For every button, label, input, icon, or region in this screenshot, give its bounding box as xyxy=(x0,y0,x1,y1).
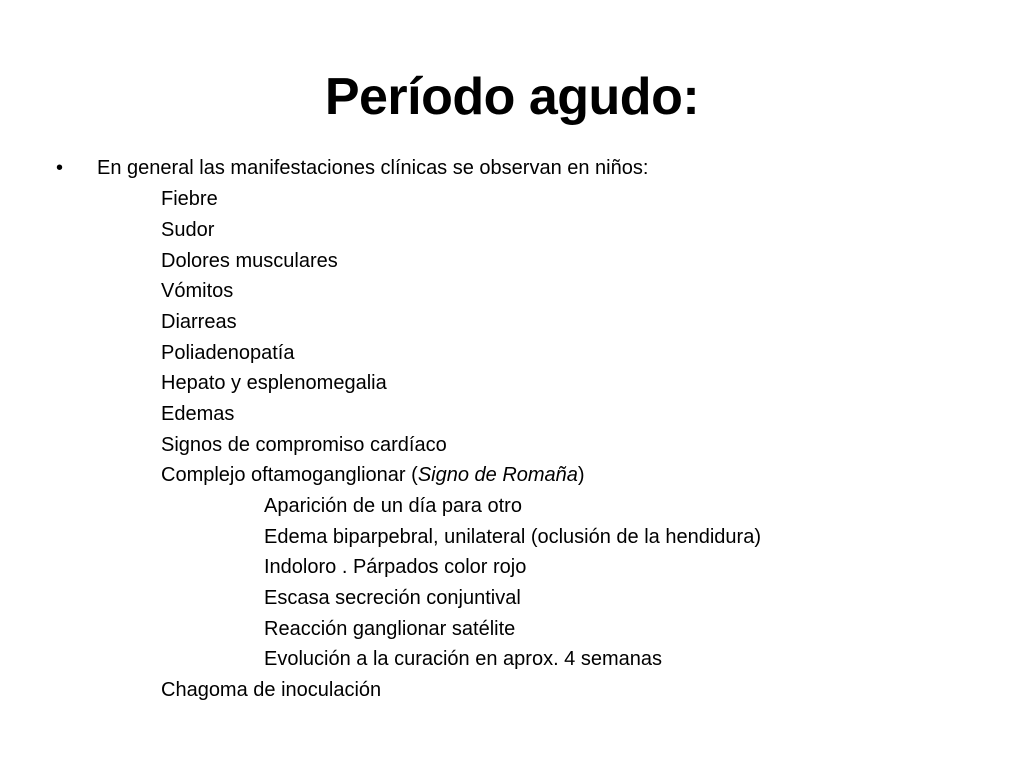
chagoma-item: Chagoma de inoculación xyxy=(161,679,382,701)
complejo-detail: Reacción ganglionar satélite xyxy=(264,618,516,640)
complejo-detail: Aparición de un día para otro xyxy=(264,495,522,517)
complejo-item xyxy=(161,460,585,490)
bullet-icon: • xyxy=(56,157,64,179)
complejo-detail: Evolución a la curación en aprox. 4 semanas xyxy=(264,648,663,670)
symptom-item: Vómitos xyxy=(161,280,234,302)
complejo-prefix: Complejo oftamoganglionar ( xyxy=(161,464,418,486)
symptom-item: Hepato y esplenomegalia xyxy=(161,372,387,394)
symptom-item: Poliadenopatía xyxy=(161,342,295,364)
intro-text: En general las manifestaciones clínicas se observan en niños: xyxy=(97,157,649,179)
symptom-item: Dolores musculares xyxy=(161,250,338,272)
complejo-suffix: ) xyxy=(577,464,585,486)
symptom-item: Fiebre xyxy=(161,188,218,210)
complejo-detail: Edema biparpebral, unilateral (oclusión de la hendidura) xyxy=(264,526,761,548)
symptom-item: Sudor xyxy=(161,219,215,241)
slide-title: Período agudo: xyxy=(324,68,700,126)
symptom-item: Signos de compromiso cardíaco xyxy=(161,434,447,456)
signo-de-romana: Signo de Romaña xyxy=(417,464,578,486)
complejo-detail: Indoloro . Párpados color rojo xyxy=(264,556,527,578)
complejo-detail: Escasa secreción conjuntival xyxy=(264,587,521,609)
symptom-item: Diarreas xyxy=(161,311,237,333)
symptom-item: Edemas xyxy=(161,403,235,425)
